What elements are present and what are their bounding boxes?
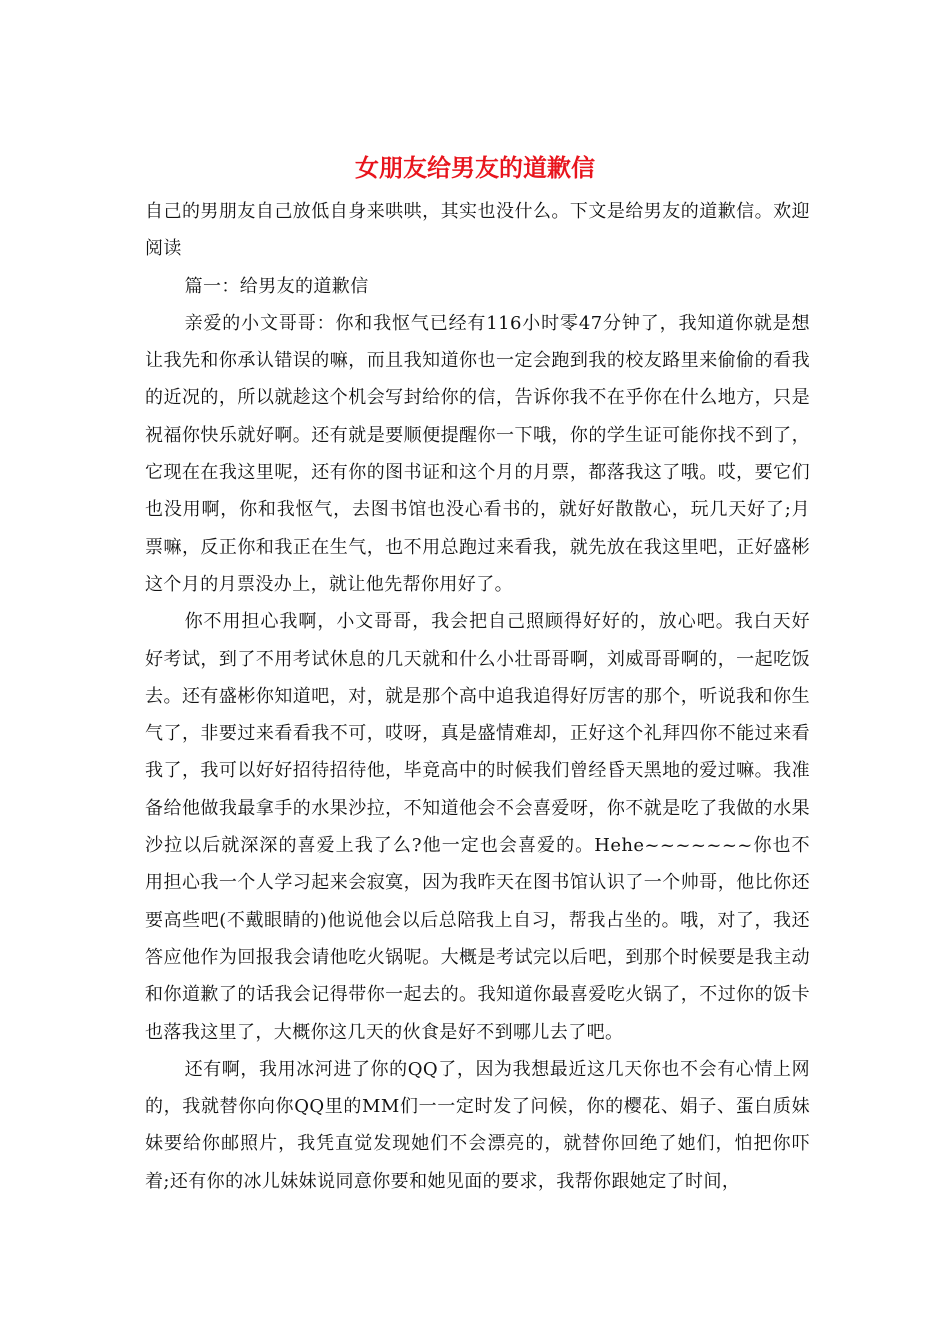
body-paragraph: 亲爱的小文哥哥：你和我怄气已经有116小时零47分钟了，我知道你就是想让我先和你承认错误的嘛，而且我知道你也一定会跑到我的校友路里来偷偷的看我的近况的，所以就趁这个机会写封给你的信，告诉你我不在乎你在什么地方，只是祝福你快乐就好啊。还有就是要顺便提醒你一下哦，你的学生证可能你找不到了，它现在在我这里呢，还有你的图书证和这个月的月票，都落我这了哦。哎，要它们也没用啊，你和我怄气，去图书馆也没心看书的，就好好散散心，玩几天好了;月票嘛，反正你和我正在生气，也不用总跑过来看我，就先放在我这里吧，正好盛彬这个月的月票没办上，就让他先帮你用好了。 xyxy=(145,312,810,595)
body-paragraph: 还有啊，我用冰河进了你的QQ了，因为我想最近这几天你也不会有心情上网的，我就替你向你QQ里的MM们一一定时发了问候，你的樱花、娟子、蛋白质妹妹要给你邮照片，我凭直觉发现她们不会漂亮的，就替你回绝了她们，怕把你吓着;还有你的冰儿妹妹说同意你要和她见面的要求，我帮你跟她定了时间， xyxy=(145,1058,810,1192)
document-body xyxy=(145,193,810,1200)
section-heading: 篇一：给男友的道歉信 xyxy=(184,275,369,297)
body-paragraph: 你不用担心我啊，小文哥哥，我会把自己照顾得好好的，放心吧。我白天好好考试，到了不用考试休息的几天就和什么小壮哥哥啊，刘威哥哥啊的，一起吃饭去。还有盛彬你知道吧，对，就是那个高中追我追得好厉害的那个，听说我和你生气了，非要过来看看我不可，哎呀，真是盛情难却，正好这个礼拜四你不能过来看我了，我可以好好招待招待他，毕竟高中的时候我们曾经昏天黑地的爱过嘛。我准备给他做我最拿手的水果沙拉，不知道他会不会喜爱呀，你不就是吃了我做的水果沙拉以后就深深的喜爱上我了么?他一定也会喜爱的。Hehe~~~~~~~你也不用担心我一个人学习起来会寂寞，因为我昨天在图书馆认识了一个帅哥，他比你还要高些吧(不戴眼睛的)他说他会以后总陪我上自习，帮我占坐的。哦，对了，我还答应他作为回报我会请他吃火锅呢。大概是考试完以后吧，到那个时候要是我主动和你道歉了的话我会记得带你一起去的。我知道你最喜爱吃火锅了，不过你的饭卡也落我这里了，大概你这几天的伙食是好不到哪儿去了吧。 xyxy=(145,611,810,1043)
page-title: 女朋友给男友的道歉信 xyxy=(355,153,595,182)
intro-paragraph: 自己的男朋友自己放低自身来哄哄，其实也没什么。下文是给男友的道歉信。欢迎阅读 xyxy=(145,201,810,260)
